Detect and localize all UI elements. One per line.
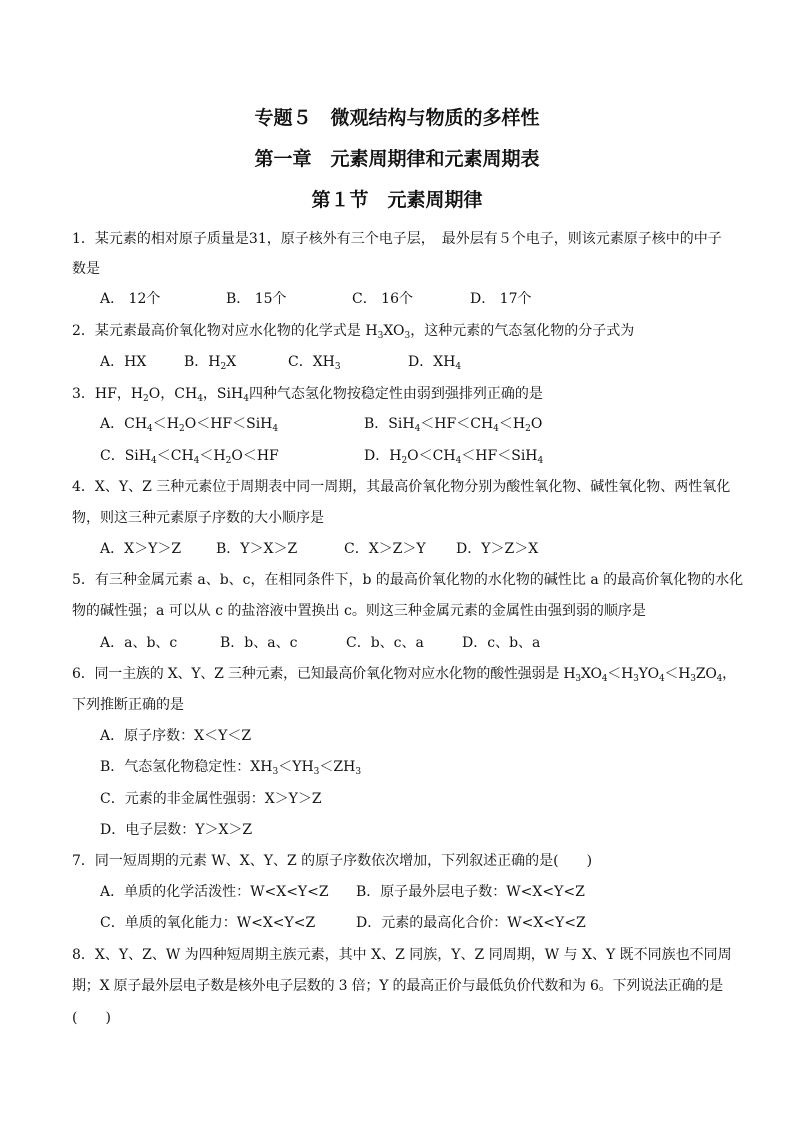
question-3-option-a: A．$CH_4<H_2O<HF<SiH_4$ bbox=[100, 416, 279, 434]
question-3-stem: 3．HF，$H_2O$，$CH_4$，SiH$_4$四种气态氢化物按稳定性由弱到强排列正确的是 bbox=[72, 386, 543, 404]
question-7-option-c: C．单质的氧化能力：W<X<Y<Z bbox=[100, 915, 316, 931]
question-7-option-d: D．元素的最高化合价：W<X<Y<Z bbox=[356, 915, 586, 931]
question-1-option-c: C． 16个 bbox=[352, 291, 413, 307]
question-6-option-c: C．元素的非金属性强弱：X＞Y＞Z bbox=[100, 791, 322, 807]
question-5-option-d: D．c、b、a bbox=[462, 635, 541, 651]
topic-title: 专题５ 微观结构与物质的多样性 bbox=[254, 107, 540, 129]
question-2-option-c: C．$XH_3$ bbox=[288, 354, 341, 372]
question-4-option-a: A．X＞Y＞Z bbox=[100, 541, 182, 557]
question-3-option-b: B．$SiH_4<HF<CH_4<H_2O$ bbox=[364, 416, 543, 434]
question-6-option-a: A．原子序数：X＜Y＜Z bbox=[100, 728, 252, 744]
question-4-option-c: C．X＞Z＞Y bbox=[344, 541, 426, 557]
question-2-option-b: B．$H_2X$ bbox=[184, 354, 237, 372]
question-2-option-a: A．HX bbox=[100, 354, 147, 370]
question-4-stem-cont: 物，则这三种元素原子序数的大小顺序是 bbox=[72, 510, 324, 526]
question-6-stem-cont: 下列推断正确的是 bbox=[72, 697, 184, 713]
question-1-option-b: B． 15个 bbox=[226, 291, 287, 307]
question-5-option-b: B．b、a、c bbox=[220, 635, 298, 651]
question-5-option-c: C．b、c、a bbox=[346, 635, 424, 651]
question-3-option-c: C．$SiH_4<CH_4<H_2O<HF$ bbox=[100, 448, 279, 466]
question-1-stem: 1．某元素的相对原子质量是31，原子核外有三个电子层， 最外层有５个电子，则该元素原子核中的中子 bbox=[72, 231, 722, 247]
question-8-stem: 8．X、Y、Z、W 为四种短周期主族元素，其中 X、Z 同族，Y、Z 同周期，W 与 X、Y 既不同族也不同周 bbox=[72, 947, 732, 963]
question-1-stem-cont: 数是 bbox=[72, 261, 100, 277]
question-6-stem: 6．同一主族的 X、Y、Z 三种元素，已知最高价氧化物对应水化物的酸性强弱是 $H_3XO_4<H_3YO_4<H_3ZO_4$， bbox=[72, 666, 736, 684]
question-5-option-a: A．a、b、c bbox=[100, 635, 178, 651]
question-1-option-d: D． 17个 bbox=[470, 291, 532, 307]
question-3-option-d: D．$H_2O<CH_4<HF<SiH_4$ bbox=[364, 448, 544, 466]
question-2-option-d: D．$XH_4$ bbox=[408, 354, 462, 372]
question-4-option-d: D．Y＞Z＞X bbox=[456, 541, 539, 557]
question-2-stem: 2．某元素最高价氧化物对应水化物的化学式是 $H_3XO_3$，这种元素的气态氢化物的分子式为 bbox=[72, 323, 635, 341]
question-5-stem-cont: 物的碱性强；a 可以从 c 的盐溶液中置换出 c。则这三种金属元素的金属性由强到弱的顺序是 bbox=[72, 603, 646, 619]
question-6-option-d: D．电子层数：Y＞X＞Z bbox=[100, 822, 253, 838]
question-8-answer-blank: ( ) bbox=[72, 1010, 111, 1026]
chapter-title: 第一章 元素周期律和元素周期表 bbox=[254, 148, 540, 170]
question-7-stem: 7．同一短周期的元素 W、X、Y、Z 的原子序数依次增加，下列叙述正确的是( ) bbox=[72, 853, 593, 869]
section-title: 第１节 元素周期律 bbox=[311, 189, 483, 211]
question-7-option-a: A．单质的化学活泼性：W<X<Y<Z bbox=[100, 884, 329, 900]
question-4-stem: 4．X、Y、Z 三种元素位于周期表中同一周期，其最高价氧化物分别为酸性氧化物、碱性氧化物、两性氧化 bbox=[72, 479, 731, 495]
question-4-option-b: B．Y＞X＞Z bbox=[216, 541, 298, 557]
question-1-option-a: A． 12个 bbox=[100, 291, 161, 307]
question-5-stem: 5．有三种金属元素 a、b、c，在相同条件下，b 的最高价氧化物的水化物的碱性比 a 的最高价氧化物的水化 bbox=[72, 572, 744, 588]
question-6-option-b: B．气态氢化物稳定性：$XH_3<YH_3<ZH_3$ bbox=[100, 759, 362, 777]
question-8-stem-cont: 期；X 原子最外层电子数是核外电子层数的 3 倍；Y 的最高正价与最低负价代数和为 6。下列说法正确的是 bbox=[72, 978, 723, 994]
question-7-option-b: B．原子最外层电子数：W<X<Y<Z bbox=[356, 884, 585, 900]
